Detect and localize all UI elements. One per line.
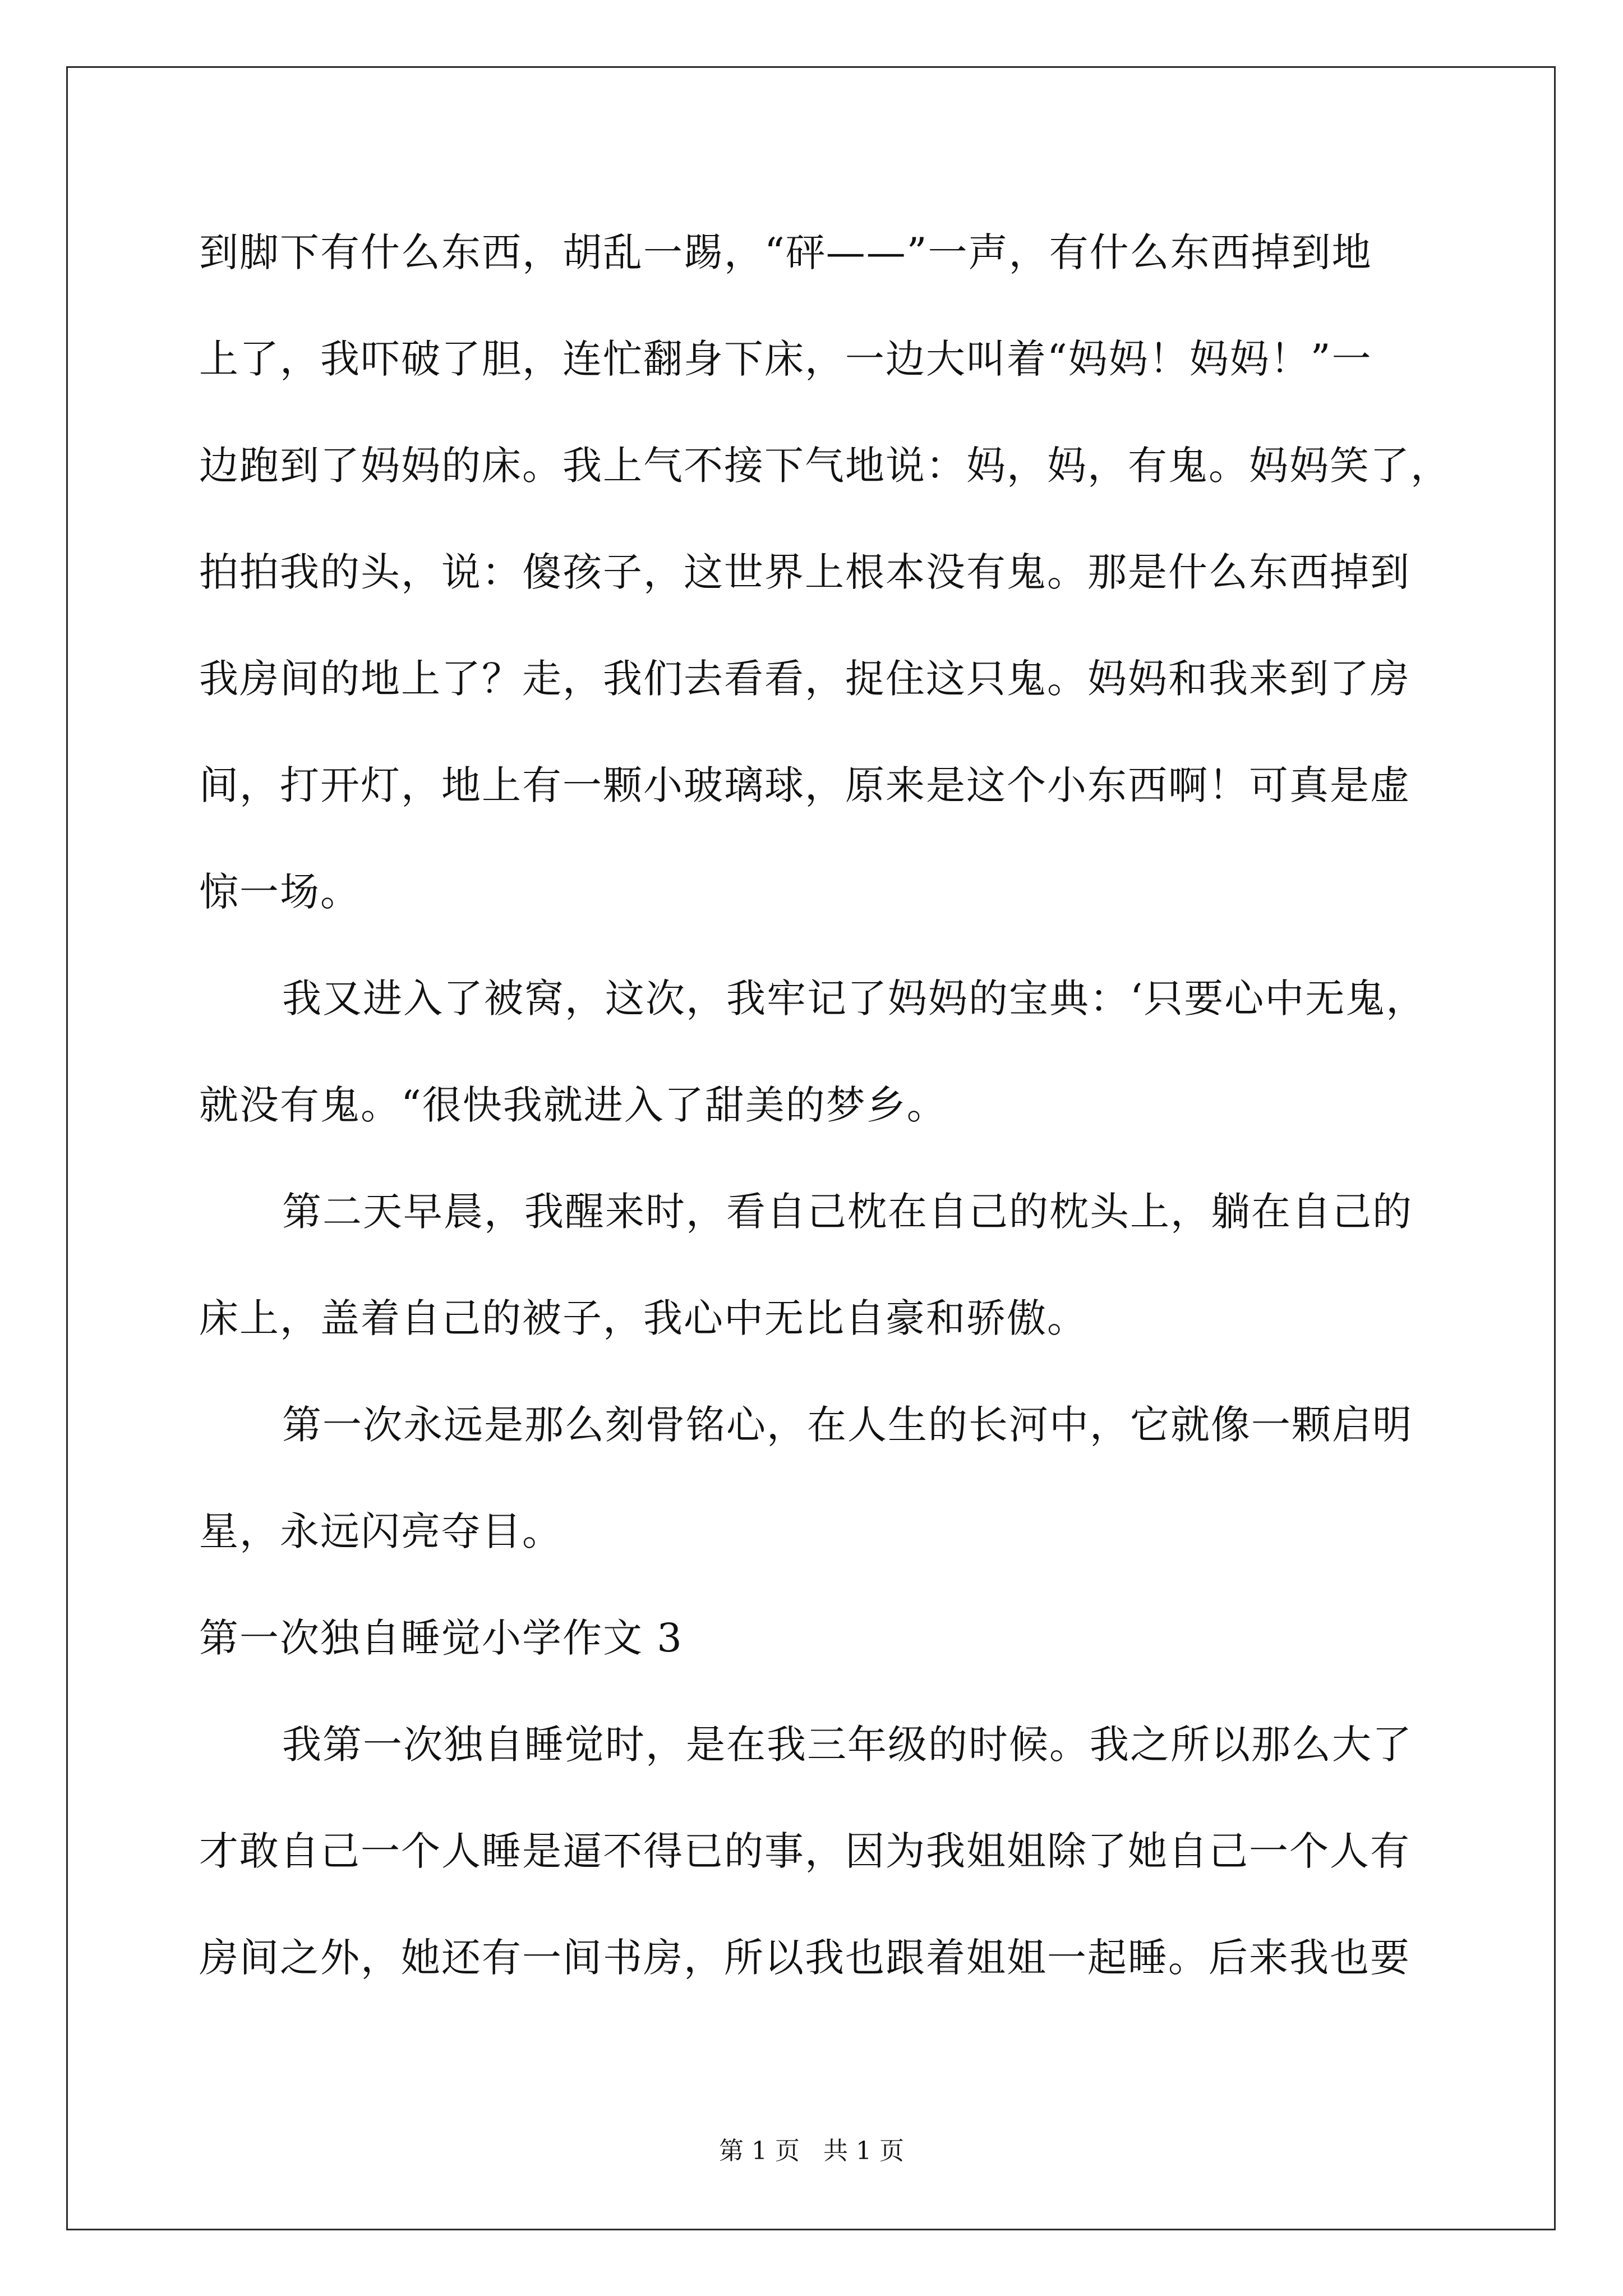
text-line: 惊一场。 xyxy=(199,869,361,915)
text-line: 边跑到了妈妈的床。我上气不接下气地说：妈，妈，有鬼。妈妈笑了， xyxy=(199,443,1451,489)
text-line: 间，打开灯，地上有一颗小玻璃球，原来是这个小东西啊！可真是虚 xyxy=(199,762,1410,808)
text-line: 我第一次独自睡觉时，是在我三年级的时候。我之所以那么大了 xyxy=(282,1722,1413,1768)
section-heading: 第一次独自睡觉小学作文 3 xyxy=(199,1615,683,1661)
text-line: 星，永远闪亮夺目。 xyxy=(199,1508,562,1554)
text-line: 到脚下有什么东西，胡乱一踢，“砰——”一声，有什么东西掉到地 xyxy=(199,229,1372,275)
text-line: 床上，盖着自己的被子，我心中无比自豪和骄傲。 xyxy=(199,1295,1087,1341)
page-footer: 第 1 页 共 1 页 xyxy=(719,2137,904,2165)
text-line: 我又进入了被窝，这次，我牢记了妈妈的宝典：‘只要心中无鬼， xyxy=(282,976,1427,1022)
document-body xyxy=(199,216,1451,2028)
text-line: 拍拍我的头，说：傻孩子，这世界上根本没有鬼。那是什么东西掉到 xyxy=(199,549,1410,595)
text-line: 上了，我吓破了胆，连忙翻身下床，一边大叫着“妈妈！妈妈！”一 xyxy=(199,336,1372,382)
text-line: 我房间的地上了？走，我们去看看，捉住这只鬼。妈妈和我来到了房 xyxy=(199,656,1410,702)
text-line: 房间之外，她还有一间书房，所以我也跟着姐姐一起睡。后来我也要 xyxy=(199,1935,1410,1981)
text-line: 就没有鬼。“很快我就进入了甜美的梦乡。 xyxy=(199,1082,947,1128)
text-line: 才敢自己一个人睡是逼不得已的事，因为我姐姐除了她自己一个人有 xyxy=(199,1828,1410,1874)
text-line: 第一次永远是那么刻骨铭心，在人生的长河中，它就像一颗启明 xyxy=(282,1402,1413,1448)
text-line: 第二天早晨，我醒来时，看自己枕在自己的枕头上，躺在自己的 xyxy=(282,1189,1413,1235)
